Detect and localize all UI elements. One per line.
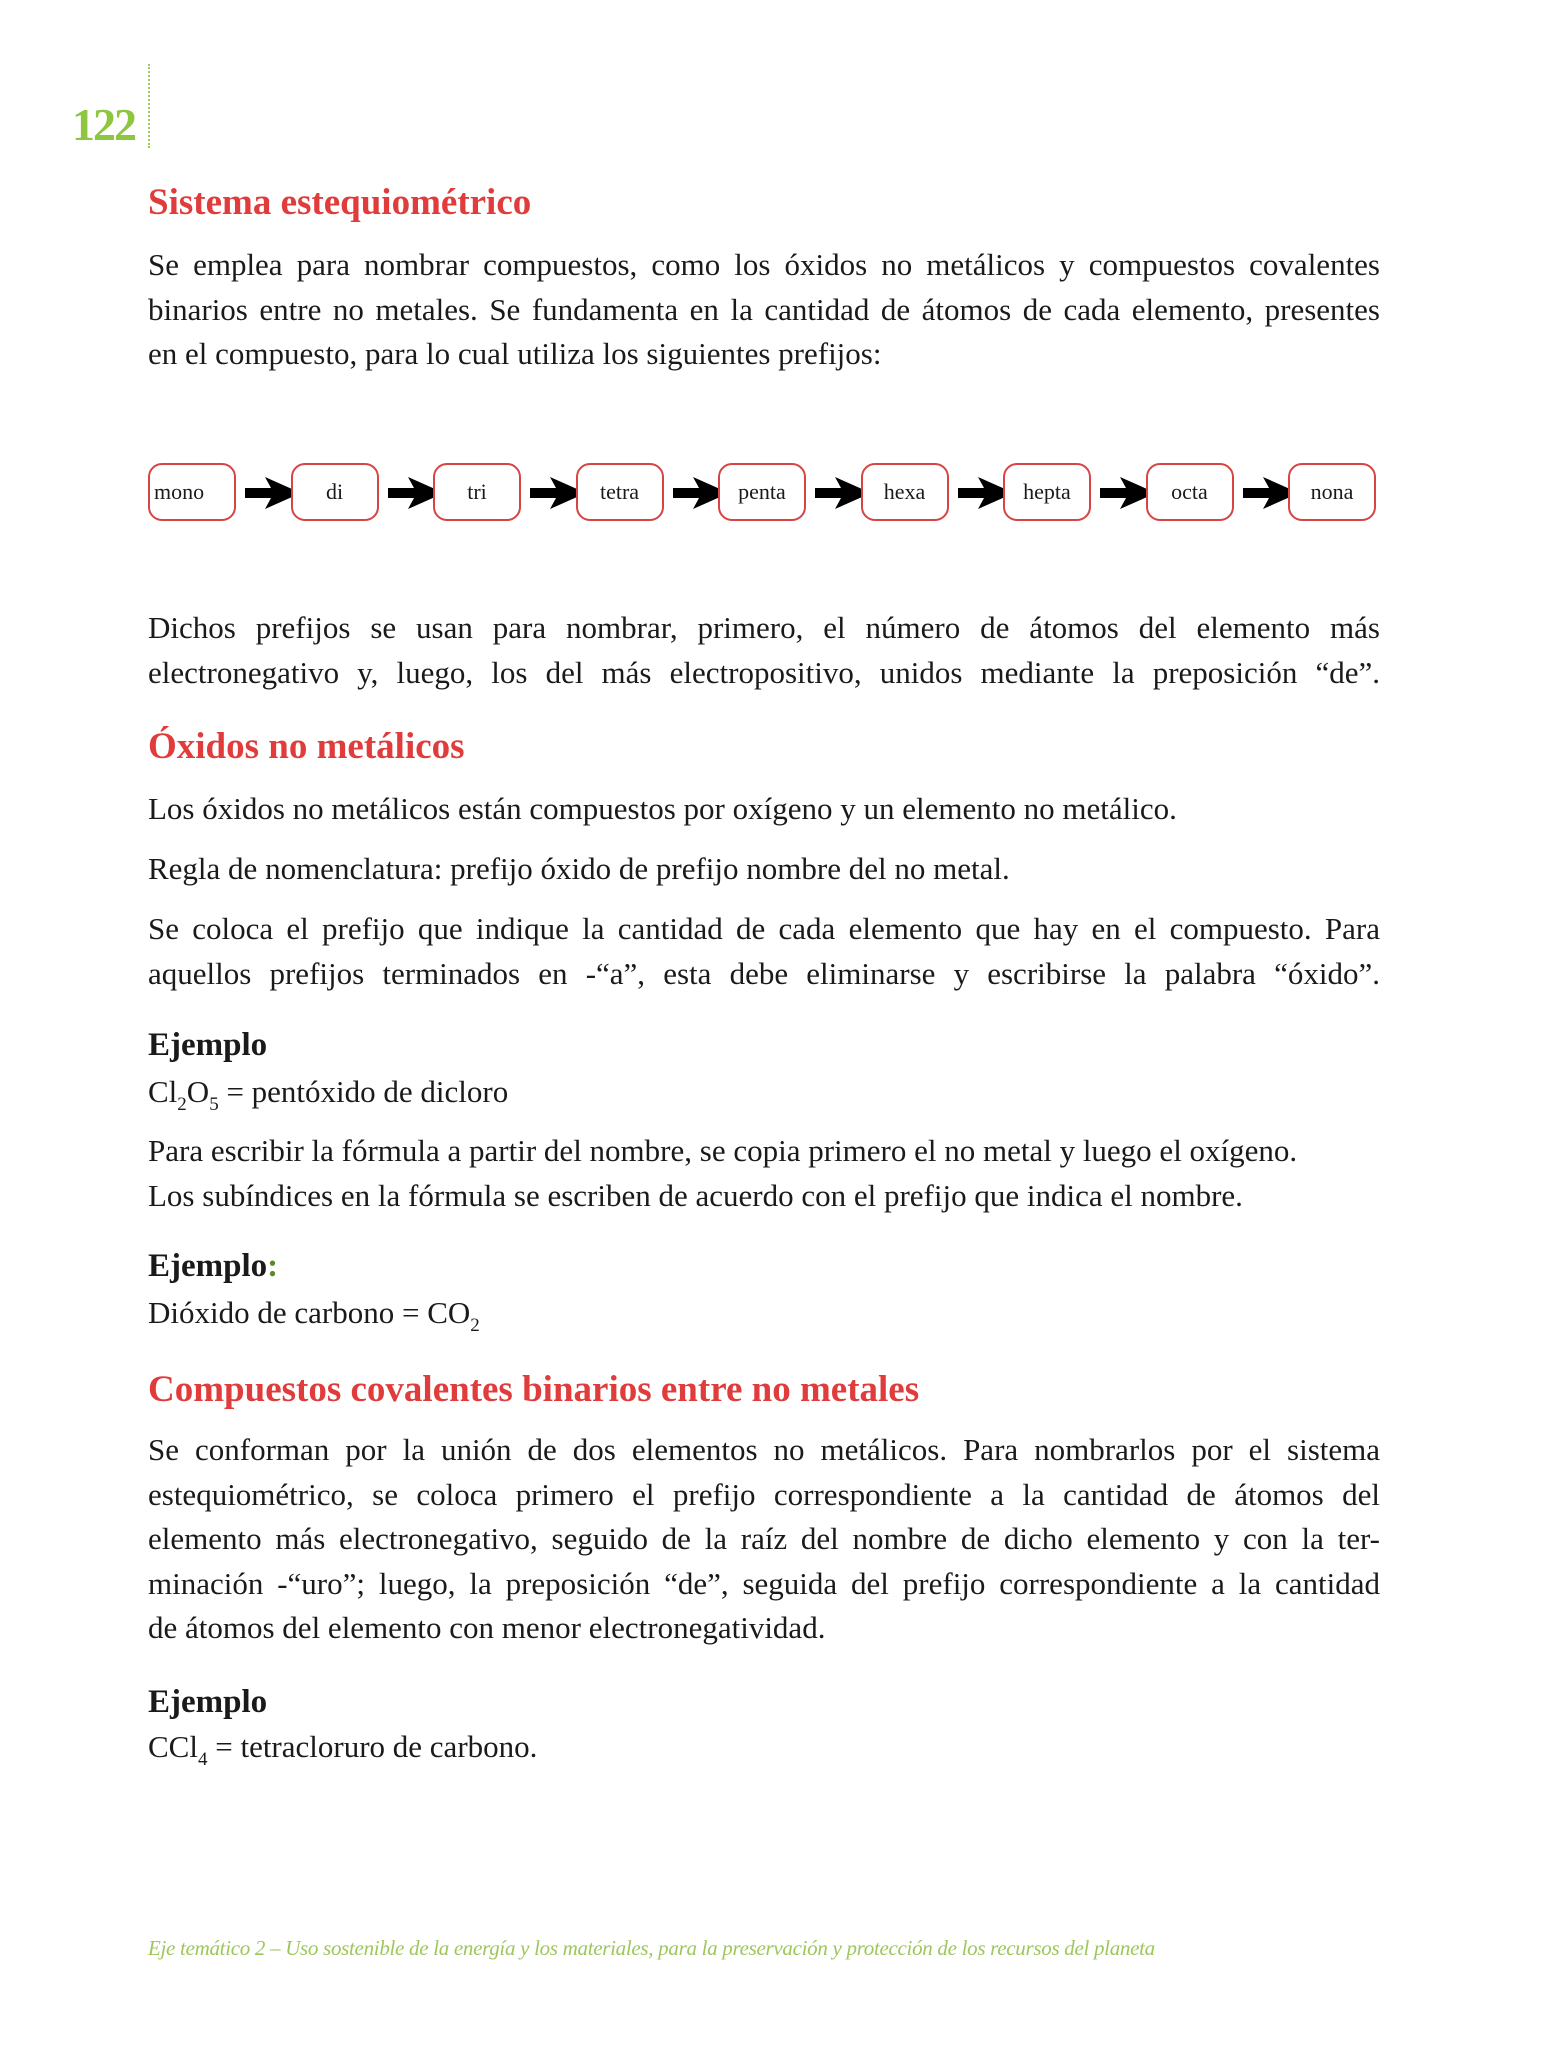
prefixes-usage-paragraph bbox=[148, 606, 1380, 695]
heading-sistema-estequiometrico: Sistema estequiométrico bbox=[148, 182, 532, 223]
heading-oxidos-no-metalicos: Óxidos no metálicos bbox=[148, 726, 465, 767]
prefix-rule-paragraph bbox=[148, 907, 1380, 996]
text-line: minación -“uro”; luego, la preposición “de”, seguida del prefijo correspondiente a la cantidad bbox=[148, 1565, 1380, 1601]
formula-element: CCl bbox=[148, 1729, 198, 1764]
example-label: Ejemplo bbox=[148, 1684, 268, 1720]
text-line: en el compuesto, para lo cual utiliza los siguientes prefijos: bbox=[148, 336, 882, 371]
text-line: de átomos del elemento con menor electronegatividad. bbox=[148, 1610, 826, 1645]
text-line: Se conforman por la unión de dos elementos no metálicos. Para nombrarlos por el sistema bbox=[148, 1432, 1380, 1467]
oxidos-definition: Los óxidos no metálicos están compuestos por oxígeno y un elemento no metálico. bbox=[148, 791, 1177, 826]
prefix-box-tri: tri bbox=[433, 463, 521, 521]
example-formula-cl2o5 bbox=[148, 1072, 509, 1115]
formula-text: Dióxido de carbono = CO bbox=[148, 1295, 471, 1330]
heading-compuestos-covalentes: Compuestos covalentes binarios entre no metales bbox=[148, 1369, 920, 1410]
text-line: aquellos prefijos terminados en -“a”, esta debe eliminarse y escribirse la palabra “óxido”. bbox=[148, 955, 1380, 991]
formula-subscript: 4 bbox=[197, 1749, 208, 1770]
formula-name: = pentóxido de dicloro bbox=[218, 1074, 509, 1109]
header-dotted-divider bbox=[148, 64, 150, 148]
text-line: Dichos prefijos se usan para nombrar, primero, el número de átomos del elemento más bbox=[148, 610, 1380, 645]
example-formula-co2 bbox=[148, 1293, 480, 1336]
prefix-box-di: di bbox=[291, 463, 379, 521]
example-label bbox=[148, 1246, 278, 1286]
formula-writing-paragraph bbox=[148, 1129, 1380, 1218]
formula-subscript: 2 bbox=[177, 1094, 187, 1115]
page-number: 122 bbox=[72, 99, 135, 150]
footer-theme-axis: Eje temático 2 – Uso sostenible de la energía y los materiales, para la preservación y protección de los recursos del planeta bbox=[148, 1936, 1155, 1960]
text-line: Se coloca el prefijo que indique la cantidad de cada elemento que hay en el compuesto. Para bbox=[148, 911, 1380, 946]
prefix-box-mono: mono bbox=[148, 463, 236, 521]
prefix-sequence-diagram bbox=[148, 463, 1388, 525]
text-line: elemento más electronegativo, seguido de la raíz del nombre de dicho elemento y con la ter- bbox=[148, 1521, 1380, 1556]
covalent-compounds-paragraph bbox=[148, 1428, 1380, 1651]
prefix-box-nona: nona bbox=[1288, 463, 1376, 521]
formula-name: = tetracloruro de carbono. bbox=[207, 1729, 538, 1764]
text-line: Para escribir la fórmula a partir del nombre, se copia primero el no metal y luego el oxígeno. bbox=[148, 1133, 1298, 1168]
intro-paragraph bbox=[148, 243, 1380, 377]
example-formula-ccl4 bbox=[148, 1727, 538, 1770]
prefix-box-penta: penta bbox=[718, 463, 806, 521]
formula-element: Cl bbox=[148, 1074, 178, 1109]
nomenclature-rule: Regla de nomenclatura: prefijo óxido de prefijo nombre del no metal. bbox=[148, 851, 1010, 886]
formula-subscript: 5 bbox=[209, 1094, 219, 1115]
formula-element: O bbox=[186, 1074, 210, 1109]
formula-subscript: 2 bbox=[470, 1315, 480, 1336]
example-label-text: Ejemplo bbox=[148, 1248, 268, 1284]
text-line: Se emplea para nombrar compuestos, como los óxidos no metálicos y compuestos covalentes bbox=[148, 247, 1380, 282]
example-colon: : bbox=[267, 1248, 279, 1284]
prefix-box-tetra: tetra bbox=[576, 463, 664, 521]
text-line: electronegativo y, luego, los del más electropositivo, unidos mediante la preposición “de”. bbox=[148, 654, 1380, 690]
prefix-box-octa: octa bbox=[1146, 463, 1234, 521]
text-line: Los subíndices en la fórmula se escriben de acuerdo con el prefijo que indica el nombre. bbox=[148, 1177, 1243, 1213]
prefix-box-hexa: hexa bbox=[861, 463, 949, 521]
text-line: estequiométrico, se coloca primero el prefijo correspondiente a la cantidad de átomos del bbox=[148, 1476, 1380, 1512]
prefix-box-hepta: hepta bbox=[1003, 463, 1091, 521]
text-line: binarios entre no metales. Se fundamenta en la cantidad de átomos de cada elemento, presentes bbox=[148, 291, 1380, 327]
example-label: Ejemplo bbox=[148, 1027, 268, 1063]
